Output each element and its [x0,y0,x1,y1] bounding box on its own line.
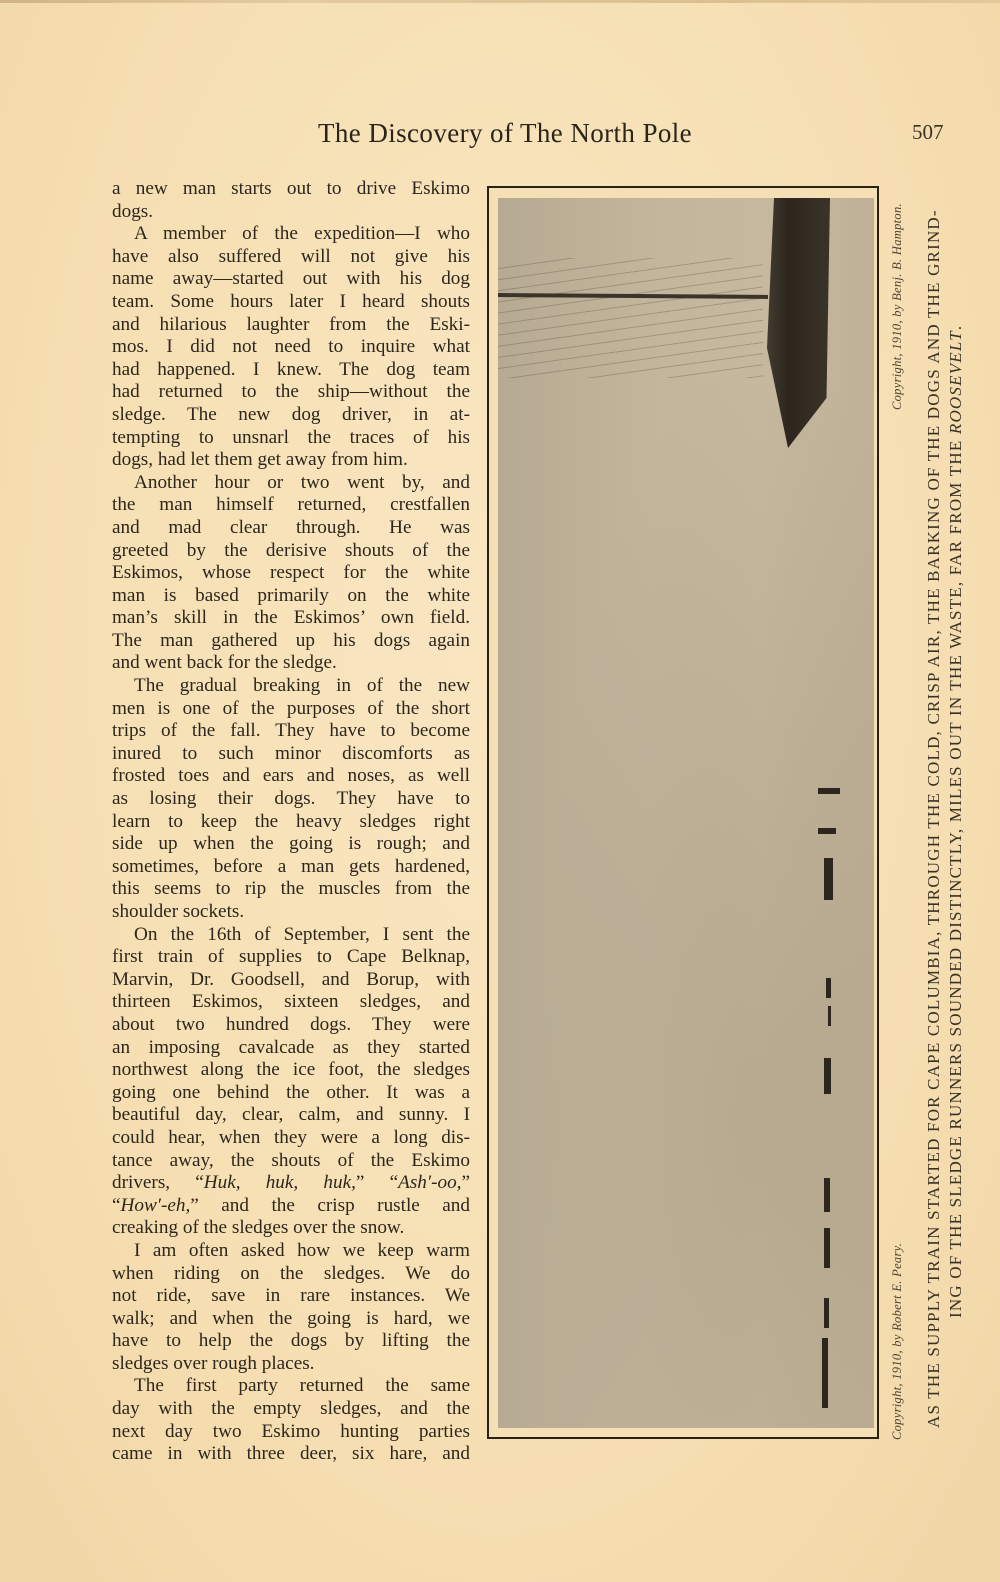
sledge-figure [822,1338,828,1408]
text-line: tance away, the shouts of the Eskimo [112,1149,470,1171]
sledge-figure [818,788,840,794]
text-line: next day two Eskimo hunting parties [112,1420,470,1442]
plate-caption-line-1: AS THE SUPPLY TRAIN STARTED FOR CAPE COLUMBIA, THROUGH THE COLD, CRISP AIR, THE BARKING OF THE DOGS AND THE GRIND- [924,209,943,1428]
text-line: as losing their dogs. They have to [112,788,470,810]
sledge-figure [818,828,836,834]
text-line: this seems to rip the muscles from the [112,878,470,900]
text-line: I am often asked how we keep warm [134,1239,470,1261]
caption-line-2-text: ING OF THE SLEDGE RUNNERS SOUNDED DISTINCTLY, MILES OUT IN THE WASTE, FAR FROM THE [946,434,965,1318]
sledge-figure [824,858,833,900]
text-line: thirteen Eskimos, sixteen sledges, and [112,991,470,1013]
text-line: an imposing cavalcade as they started [112,1036,470,1058]
text-line: the man himself returned, crestfallen [112,494,470,516]
text-line: sledge. The new dog driver, in at- [112,403,470,425]
body-text-column [112,178,470,1466]
text-line: Another hour or two went by, and [134,471,470,493]
text-line: and hilarious laughter from the Eski- [112,313,470,335]
text-line: have also suffered will not give his [112,245,470,267]
sledge-figure [824,1228,830,1268]
text-line: sledges over rough places. [112,1352,315,1374]
text-line: drivers, “Huk, huk, huk,” “Ash′-oo,” [112,1172,470,1194]
text-line: Eskimos, whose respect for the white [112,562,470,584]
text-line: Marvin, Dr. Goodsell, and Borup, with [112,968,470,990]
ship-rigging [498,258,763,378]
text-line: learn to keep the heavy sledges right [112,810,470,832]
sledge-figure [824,1298,829,1328]
photo-credit-bottom: Copyright, 1910, by Robert E. Peary. [890,1242,904,1440]
text-line: On the 16th of September, I sent the [134,923,470,945]
text-line: a new man starts out to drive Eskimo [112,178,470,199]
text-line: greeted by the derisive shouts of the [112,539,470,561]
text-line: going one behind the other. It was a [112,1081,470,1103]
text-line: tempting to unsnarl the traces of his [112,426,470,448]
caption-ship-name: ROOSEVELT [946,330,965,435]
photo-plate-frame [487,186,879,1439]
text-line: sometimes, before a man gets hardened, [112,855,470,877]
text-line: and went back for the sledge. [112,652,337,674]
text-line: The man gathered up his dogs again [112,629,470,651]
text-line: day with the empty sledges, and the [112,1398,470,1420]
text-line: could hear, when they were a long dis- [112,1126,470,1148]
text-line: not ride, save in rare instances. We [112,1285,470,1307]
text-line: first train of supplies to Cape Belknap, [112,946,470,968]
ship-hull [760,198,830,448]
sledge-figure [824,1058,831,1094]
text-line: northwest along the ice foot, the sledges [112,1059,470,1081]
page-number: 507 [912,120,944,144]
text-line: mos. I did not need to inquire what [112,336,470,358]
text-line: trips of the fall. They have to become [112,720,470,742]
plate-caption-line-2 [946,325,966,1318]
text-line: walk; and when the going is hard, we [112,1307,470,1329]
text-line: A member of the expedition—I who [134,223,470,245]
text-line: name away—started out with his dog [112,268,470,290]
photo-roosevelt-supply-train [498,198,874,1428]
running-title: The Discovery of The North Pole [318,118,693,148]
text-line: had returned to the ship—without the [112,381,470,403]
text-line: side up when the going is rough; and [112,833,470,855]
text-line: inured to such minor discomforts as [112,742,470,764]
text-line: had happened. I knew. The dog team [112,358,470,380]
text-line: team. Some hours later I heard shouts [112,290,470,312]
text-line: The gradual breaking in of the new [134,675,470,697]
text-line: came in with three deer, six hare, and [112,1443,470,1465]
text-line: beautiful day, clear, calm, and sunny. I [112,1104,470,1126]
text-line: man’s skill in the Eskimos’ own field. [112,607,470,629]
sledge-figure [828,1006,831,1026]
text-line: have to help the dogs by lifting the [112,1330,470,1352]
photo-credit-top: Copyright, 1910, by Benj. B. Hampton. [890,203,904,410]
text-line: dogs. [112,200,154,222]
text-line: “How′-eh,” and the crisp rustle and [112,1194,470,1216]
page-top-edge [0,0,1000,3]
text-line: when riding on the sledges. We do [112,1262,470,1284]
text-line: dogs, had let them get away from him. [112,449,408,471]
text-line: and mad clear through. He was [112,516,470,538]
sledge-figure [826,978,831,998]
text-line: about two hundred dogs. They were [112,1013,470,1035]
text-line: creaking of the sledges over the snow. [112,1217,405,1239]
text-line: frosted toes and ears and noses, as well [112,765,470,787]
caption-line-2-end: . [946,324,965,331]
text-line: men is one of the purposes of the short [112,697,470,719]
text-line: The first party returned the same [134,1375,470,1397]
sledge-figure [824,1178,830,1212]
text-line: man is based primarily on the white [112,584,470,606]
text-line: shoulder sockets. [112,901,245,922]
